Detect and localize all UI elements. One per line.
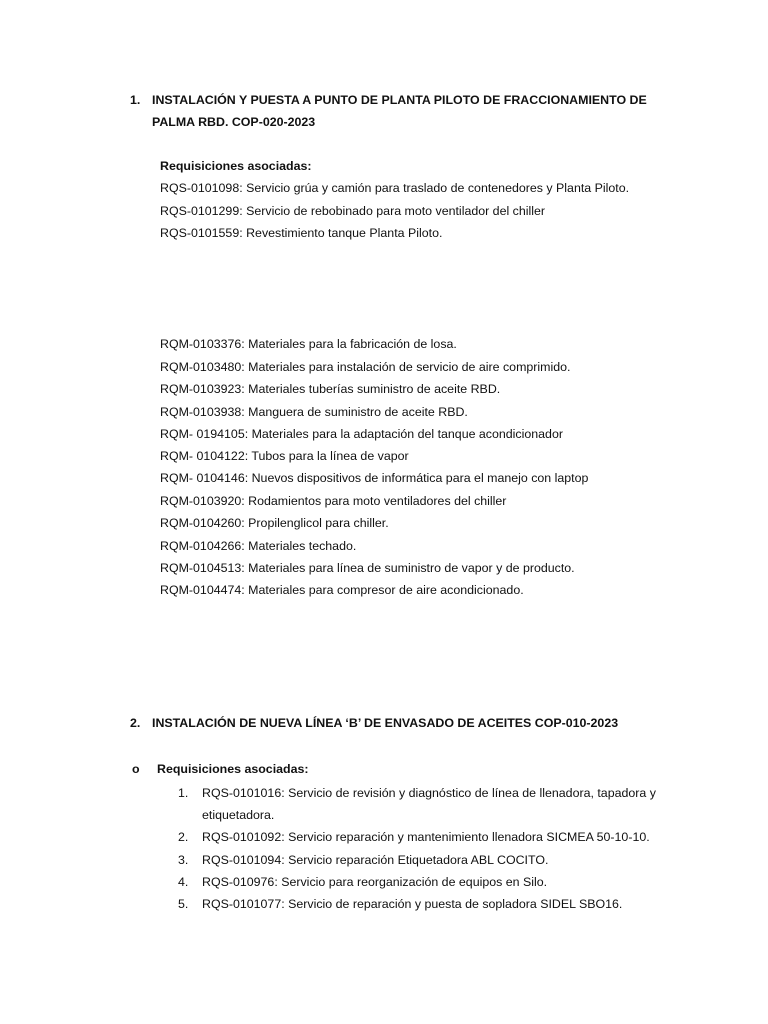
- rqm-item: RQM-0103923: Materiales tuberías suministro de aceite RBD.: [160, 382, 501, 396]
- section-1-title-line-1: INSTALACIÓN Y PUESTA A PUNTO DE PLANTA PILOTO DE FRACCIONAMIENTO DE: [152, 93, 647, 107]
- rqm-item: RQM-0104513: Materiales para línea de suministro de vapor y de producto.: [160, 561, 575, 575]
- list-item: RQS-0101094: Servicio reparación Etiquetadora ABL COCITO.: [202, 853, 549, 867]
- section-1-subheading: Requisiciones asociadas:: [160, 159, 312, 173]
- rqm-item: RQM-0103480: Materiales para instalación de servicio de aire comprimido.: [160, 360, 571, 374]
- list-item: RQS-010976: Servicio para reorganización de equipos en Silo.: [202, 875, 548, 889]
- section-2-number: 2.: [130, 716, 141, 730]
- list-item-number: 4.: [178, 875, 189, 889]
- rqm-item: RQM- 0194105: Materiales para la adaptación del tanque acondicionador: [160, 427, 563, 441]
- rqm-item: RQM- 0104146: Nuevos dispositivos de informática para el manejo con laptop: [160, 471, 589, 485]
- rqm-item: RQM-0103376: Materiales para la fabricación de losa.: [160, 337, 457, 351]
- rqs-item: RQS-0101098: Servicio grúa y camión para traslado de contenedores y Planta Piloto.: [160, 181, 630, 195]
- list-item-number: 1.: [178, 786, 189, 800]
- list-item: RQS-0101016: Servicio de revisión y diagnóstico de línea de llenadora, tapadora y: [202, 786, 656, 800]
- rqm-item: RQM- 0104122: Tubos para la línea de vapor: [160, 449, 409, 463]
- bullet-marker: o: [132, 762, 140, 776]
- section-2-subheading: Requisiciones asociadas:: [157, 762, 309, 776]
- list-item-number: 2.: [178, 830, 189, 844]
- rqs-item: RQS-0101299: Servicio de rebobinado para moto ventilador del chiller: [160, 204, 546, 218]
- rqs-item: RQS-0101559: Revestimiento tanque Planta Piloto.: [160, 226, 443, 240]
- section-1-number: 1.: [130, 93, 141, 107]
- rqm-item: RQM-0104266: Materiales techado.: [160, 539, 357, 553]
- list-item-number: 3.: [178, 853, 189, 867]
- rqm-item: RQM-0103920: Rodamientos para moto ventiladores del chiller: [160, 494, 507, 508]
- section-2-title: INSTALACIÓN DE NUEVA LÍNEA ‘B’ DE ENVASADO DE ACEITES COP-010-2023: [152, 716, 619, 730]
- section-1-title-line-2: PALMA RBD. COP-020-2023: [152, 115, 316, 129]
- list-item-continuation: etiquetadora.: [202, 808, 275, 822]
- rqm-item: RQM-0104260: Propilenglicol para chiller.: [160, 516, 389, 530]
- rqm-item: RQM-0103938: Manguera de suministro de aceite RBD.: [160, 405, 468, 419]
- list-item: RQS-0101077: Servicio de reparación y puesta de sopladora SIDEL SBO16.: [202, 897, 623, 911]
- list-item-number: 5.: [178, 897, 189, 911]
- list-item: RQS-0101092: Servicio reparación y mantenimiento llenadora SICMEA 50-10-10.: [202, 830, 650, 844]
- rqm-item: RQM-0104474: Materiales para compresor de aire acondicionado.: [160, 583, 524, 597]
